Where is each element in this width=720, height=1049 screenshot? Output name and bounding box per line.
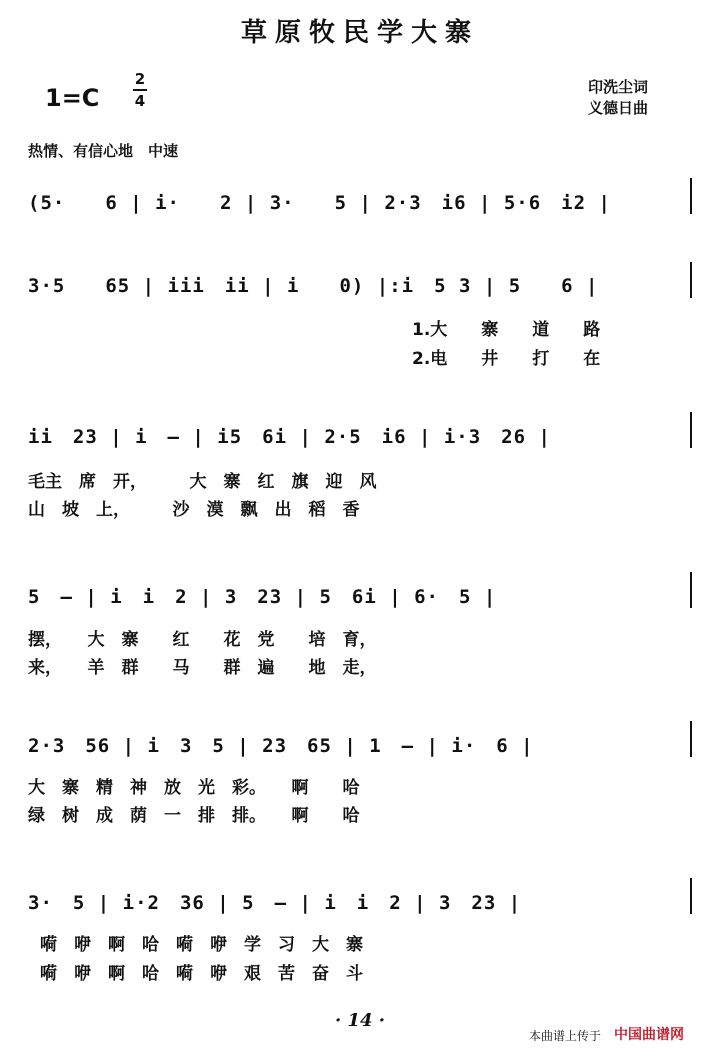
system-1-notes: (5· 6 | i· 2 | 3· 5 | 2·3 i6 | 5·6 i2 | [28,192,611,214]
end-barline-4 [690,572,692,608]
end-barline-3 [690,412,692,448]
time-signature [130,70,150,110]
composer-credit: 义德日曲 [588,99,649,117]
time-signature-bottom: 4 [134,92,146,110]
system-6-notes: 3· 5 | i·2 36 | 5 — | i i 2 | 3 23 | [28,892,522,914]
system-4-lyrics-verse2: 来， 羊 群 马 群 遍 地 走， [28,658,377,678]
system-3-lyrics-verse2: 山 坡 上， 沙 漠 飘 出 稻 香 [28,500,360,520]
system-4-lyrics-verse1: 摆， 大 寨 红 花 党 培 育， [28,630,377,650]
end-barline-1 [690,178,692,214]
system-6-lyrics-verse2: 嗬 咿 啊 哈 嗬 咿 艰 苦 奋 斗 [40,964,363,984]
credits [588,77,648,119]
key-signature: 1=C [45,84,100,112]
end-barline-6 [690,878,692,914]
system-5-lyrics-verse1: 大 寨 精 神 放 光 彩。 啊 哈 [28,778,360,798]
time-signature-top: 2 [134,70,146,88]
system-2-notes: 3·5 65 | iii ii | i 0) |:i 5 3 | 5 6 | [28,275,599,297]
system-3-lyrics-verse1: 毛主 席 开， 大 寨 红 旗 迎 风 [28,472,377,492]
upload-note: 本曲谱上传于 [529,1029,602,1043]
system-5-lyrics-verse2: 绿 树 成 荫 一 排 排。 啊 哈 [28,806,360,826]
system-2-lyrics-verse2: 2.电 井 打 在 [412,349,601,369]
lyricist-credit: 印洗尘词 [588,78,649,96]
system-2-lyrics-verse1: 1.大 寨 道 路 [412,320,601,340]
time-signature-divider [133,89,147,91]
tempo-marking: 热情、有信心地 中速 [28,142,179,160]
system-6-lyrics-verse1: 嗬 咿 啊 哈 嗬 咿 学 习 大 寨 [40,935,363,955]
song-title: 草原牧民学大寨 [240,18,479,48]
end-barline-2 [690,262,692,298]
system-4-notes: 5 — | i i 2 | 3 23 | 5 6i | 6· 5 | [28,586,497,608]
page-number: · 14 · [334,1010,386,1031]
end-barline-5 [690,721,692,757]
system-5-notes: 2·3 56 | i 3 5 | 23 65 | 1 — | i· 6 | [28,735,534,757]
site-logo: 中国曲谱网 [614,1027,684,1043]
system-3-notes: ii 23 | i — | i5 6i | 2·5 i6 | i·3 26 | [28,426,551,448]
